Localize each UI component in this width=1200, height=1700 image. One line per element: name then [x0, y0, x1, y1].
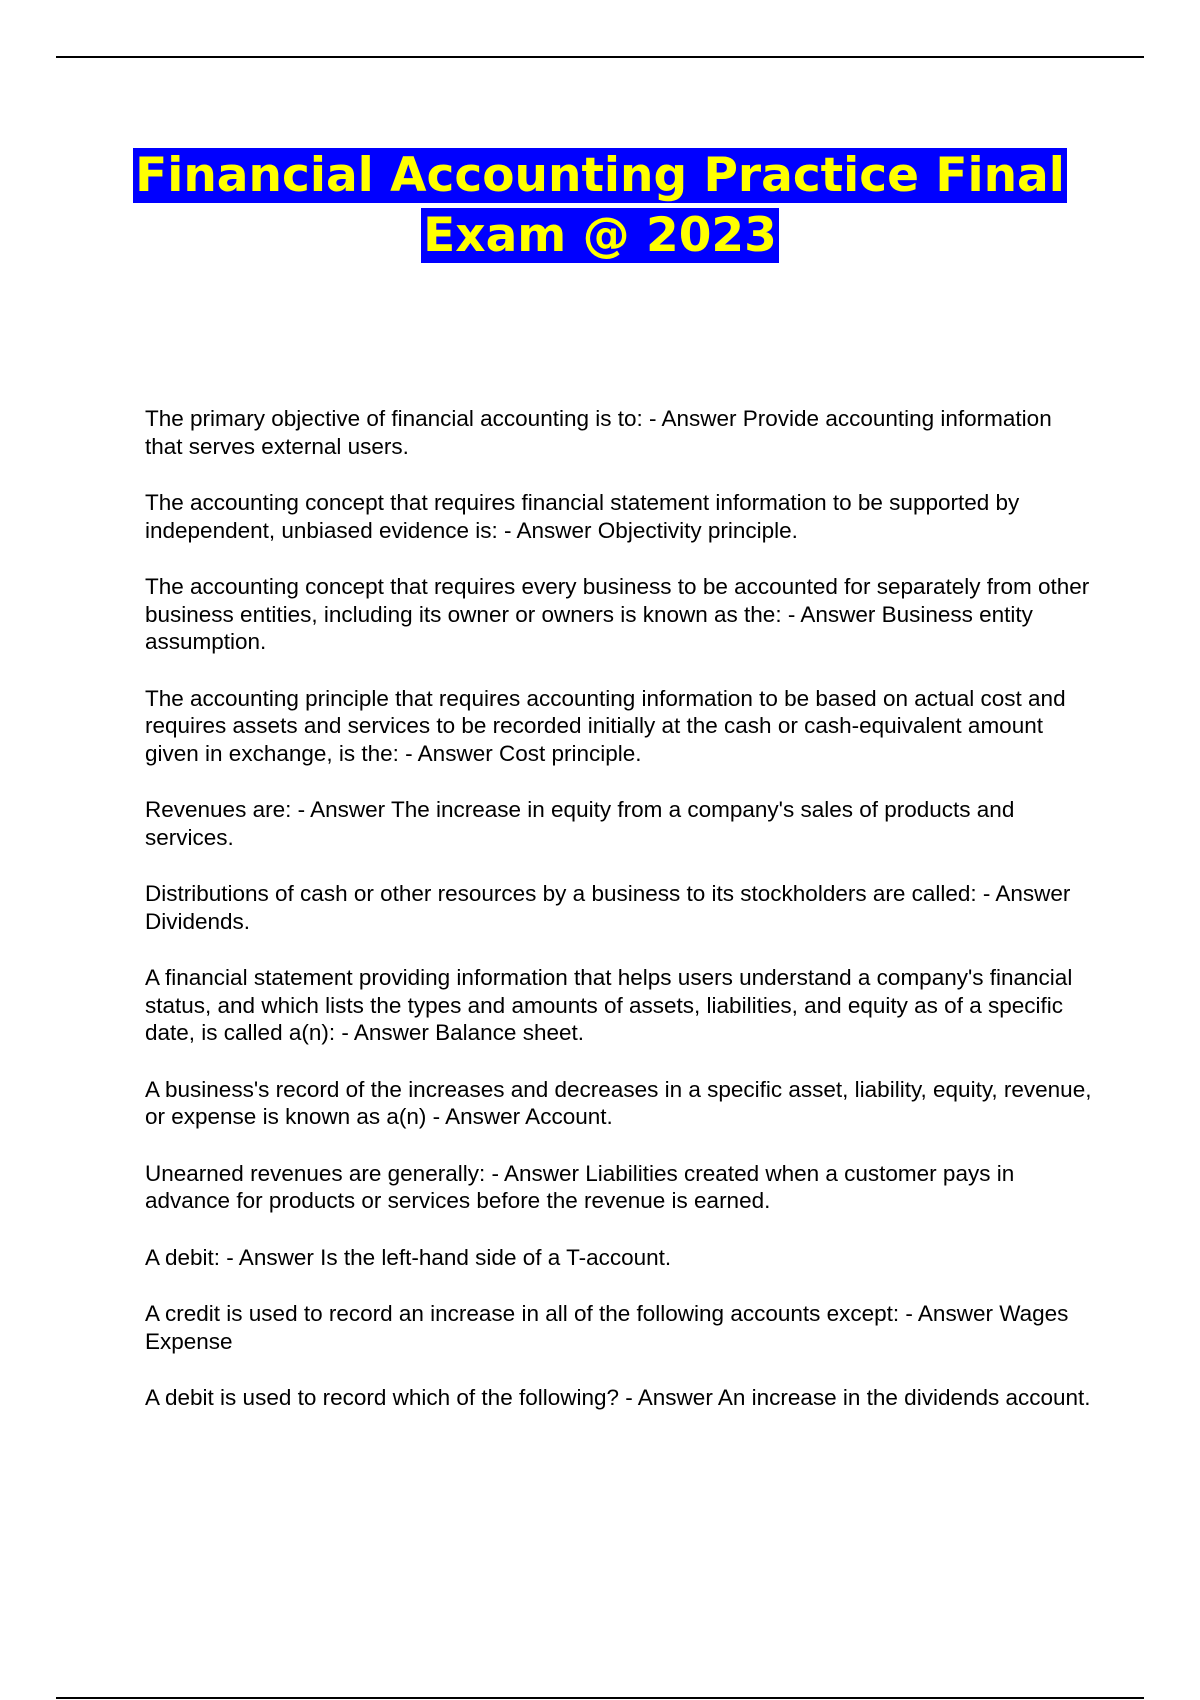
- qa-item: Unearned revenues are generally: - Answer Liabilities created when a customer pays in advance for products or services before the revenue is earned.: [145, 1160, 1015, 1213]
- top-rule: [56, 56, 1144, 58]
- title-line-1: Financial Accounting Practice Final: [135, 148, 1065, 203]
- qa-item: The primary objective of financial accounting is to: - Answer Provide accounting information that serves external users.: [145, 406, 1052, 459]
- document-title: [0, 146, 1200, 266]
- qa-item: The accounting concept that requires every business to be accounted for separately from other business entities, including its owner or owners is known as the: - Answer Business entity assumption.: [145, 574, 1090, 654]
- question-answer-list: [145, 405, 1095, 1441]
- bottom-rule: [56, 1697, 1144, 1699]
- qa-item: A debit is used to record which of the following? - Answer An increase in the dividends account.: [145, 1385, 1091, 1410]
- qa-item: Distributions of cash or other resources by a business to its stockholders are called: - Answer Dividends.: [145, 881, 1071, 934]
- qa-item: Revenues are: - Answer The increase in equity from a company's sales of products and services.: [145, 797, 1015, 850]
- qa-item: The accounting principle that requires accounting information to be based on actual cost and requires assets and services to be recorded initially at the cash or cash-equivalent amount given in exchange, is the: - Answer Cost principle.: [145, 685, 1066, 766]
- qa-item: A credit is used to record an increase in all of the following accounts except: - Answer Wages Expense: [145, 1301, 1069, 1354]
- qa-item: A debit: - Answer Is the left-hand side of a T-account.: [145, 1244, 672, 1270]
- qa-item: The accounting concept that requires financial statement information to be supported by independent, unbiased evidence is: - Answer Objectivity principle.: [145, 490, 1020, 543]
- qa-item: A business's record of the increases and decreases in a specific asset, liability, equity, revenue, or expense is known as a(n) - Answer Account.: [145, 1076, 1092, 1129]
- qa-item: A financial statement providing information that helps users understand a company's financial status, and which lists the types and amounts of assets, liabilities, and equity as of a specific date, is called a(n): - Answer Balance sheet.: [145, 965, 1073, 1045]
- title-line-2: Exam @ 2023: [423, 208, 777, 263]
